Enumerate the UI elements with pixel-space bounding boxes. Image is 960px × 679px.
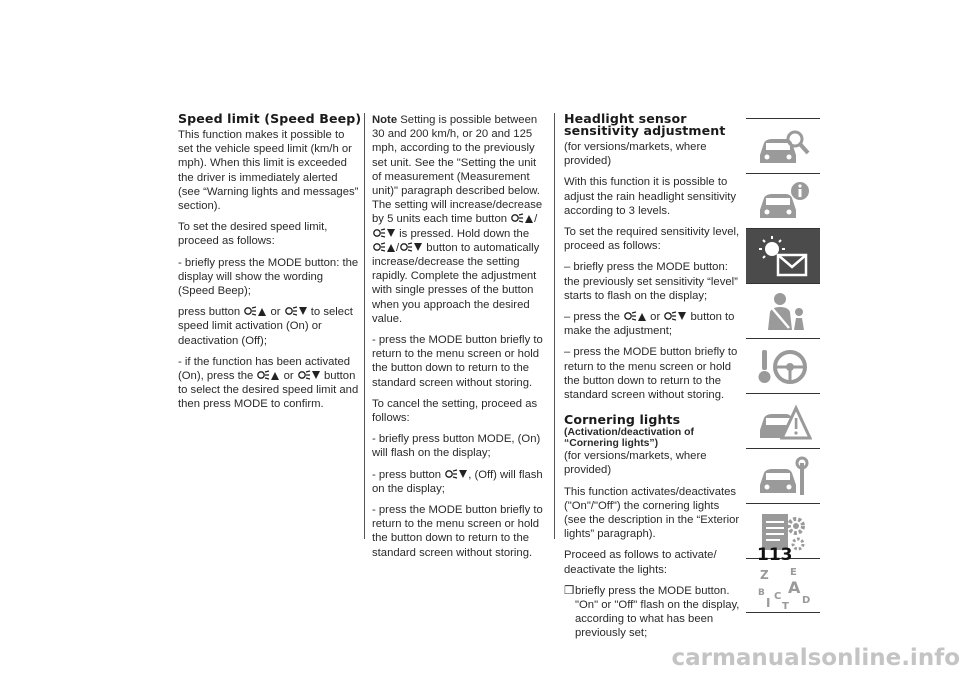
paragraph: [178, 355, 362, 412]
subheading-cornering-lights: (Activation/deactivation of “Cornering lights”): [564, 427, 694, 450]
paragraph: Proceed as follows to activate/ deactivate the lights:: [564, 549, 717, 576]
index-letter: E: [790, 567, 797, 578]
light-up-button-icon: [243, 305, 267, 317]
paragraph: (for versions/markets, where provided): [564, 450, 707, 477]
paragraph: [178, 305, 362, 348]
text: - if the function has been activated (On), press the: [178, 355, 351, 383]
watermark: carmanualsonline.info: [671, 645, 960, 671]
paragraph: This function makes it possible to set the vehicle speed limit (km/h or mph). When this limit is exceeded the driver is immediately alerted (see “Warning lights and messages” section).: [178, 129, 359, 213]
light-up-button-icon: [510, 212, 534, 224]
text: press button: [178, 306, 241, 319]
tab-emergency[interactable]: [746, 393, 820, 448]
index-letter: B: [758, 588, 765, 598]
paragraph: To set the desired speed limit, proceed as follows:: [178, 221, 328, 248]
tab-starting-driving[interactable]: [746, 338, 820, 393]
page-number: 113: [757, 545, 793, 565]
column-note: [372, 113, 548, 567]
text: is pressed. Hold down the: [399, 227, 530, 240]
tab-safety[interactable]: [746, 283, 820, 338]
paragraph: [564, 310, 740, 338]
list-item: [564, 584, 740, 641]
text: - press button: [372, 468, 442, 481]
index-letter: I: [766, 596, 771, 609]
car-wrench-icon: [756, 455, 812, 499]
paragraph: [372, 468, 548, 496]
light-down-button-icon: [372, 227, 396, 239]
text: button to select the desired speed limit and then press MODE to confirm.: [178, 370, 359, 411]
text: Setting is possible between 30 and 200 km/h, or 20 and 125 mph, according to the previously set unit. See the "Setting the unit of measurement (Measurement unit)" paragraph described below. The setting will increase/decrease by 5 units each time button: [372, 114, 543, 226]
index-letter: A: [788, 578, 801, 597]
light-down-button-icon: [444, 468, 468, 480]
light-down-button-icon: [297, 369, 321, 381]
light-up-button-icon: [372, 241, 396, 253]
note-paragraph: [372, 113, 548, 326]
note-label: Note: [372, 114, 398, 126]
text: button to automatically increase/decrease the setting rapidly. Complete the adjustment with single presses of the button when you approach the desired value.: [372, 241, 540, 325]
car-warning-triangle-icon: [756, 400, 812, 444]
text: button to make the adjustment;: [564, 311, 735, 338]
index-letter: T: [782, 601, 789, 609]
text: to select speed limit activation (On) or deactivation (Off);: [178, 306, 353, 347]
paragraph: – press the MODE button briefly to return to the menu screen or hold the button down to return to the standard screen without storing.: [564, 346, 738, 402]
tab-index[interactable]: [746, 558, 820, 613]
column-divider-right: [554, 113, 555, 539]
light-up-button-icon: [256, 369, 280, 381]
column-headlight-sensor: [564, 113, 740, 641]
text: or: [283, 370, 294, 383]
steering-wheel-key-icon: [756, 345, 812, 389]
car-magnifier-icon: [756, 125, 812, 169]
light-down-button-icon: [284, 305, 308, 317]
paragraph: To set the required sensitivity level, proceed as follows:: [564, 226, 740, 253]
text: , (Off) will flash on the display;: [372, 468, 543, 495]
index-letter: C: [774, 591, 782, 602]
paragraph: With this function it is possible to adjust the rain headlight sensitivity according to 3 levels.: [564, 176, 737, 217]
chapter-tabs-sidebar: [746, 118, 820, 613]
paragraph: – briefly press the MODE button: the previously set sensitivity “level” starts to flash on the display;: [564, 261, 738, 302]
light-up-button-icon: [623, 310, 647, 322]
index-letter: Z: [760, 568, 769, 582]
bullet-mark: ❒: [564, 584, 575, 597]
heading-speed-limit: Speed limit (Speed Beep): [178, 111, 362, 126]
paragraph: - press the MODE button briefly to return to the menu screen or hold the button down to return to the standard screen without storing.: [372, 334, 543, 389]
index-letter: D: [802, 595, 811, 606]
person-seatbelt-icon: [756, 290, 812, 334]
light-down-button-icon: [663, 310, 687, 322]
slash: /: [396, 241, 400, 254]
paragraph: - press the MODE button briefly to return to the menu screen or hold the button down to return to the standard screen without storing.: [372, 504, 543, 559]
warning-light-message-icon: [756, 235, 812, 279]
column-divider-left: [364, 113, 365, 539]
text: – press the: [564, 311, 620, 324]
heading-cornering-lights: Cornering lights: [564, 412, 681, 428]
paragraph: (for versions/markets, where provided): [564, 141, 707, 168]
paragraph: This function activates/deactivates ("On"/"Off") the cornering lights (see the description in the “Exterior lights” paragraph).: [564, 485, 740, 541]
alphabet-index-icon: [756, 565, 812, 609]
text: or: [270, 306, 281, 319]
list-item-text: briefly press the MODE button. "On" or "Off" flash on the display, according to what has been previously set;: [575, 584, 740, 640]
light-down-button-icon: [399, 241, 423, 253]
tab-maintenance[interactable]: [746, 448, 820, 503]
paragraph: - briefly press button MODE, (On) will flash on the display;: [372, 433, 541, 460]
car-info-icon: [756, 180, 812, 224]
column-speed-limit: [178, 113, 362, 419]
paragraph: - briefly press the MODE button: the display will show the wording (Speed Beep);: [178, 256, 359, 298]
slash: /: [534, 213, 538, 226]
tab-car-magnifier[interactable]: [746, 118, 820, 173]
tab-warning-lights-messages[interactable]: [746, 228, 820, 283]
text: or: [650, 311, 661, 324]
paragraph: To cancel the setting, proceed as follows:: [372, 397, 538, 425]
heading-headlight-sensor: Headlight sensor sensitivity adjustment: [564, 111, 726, 138]
tab-car-info[interactable]: [746, 173, 820, 228]
